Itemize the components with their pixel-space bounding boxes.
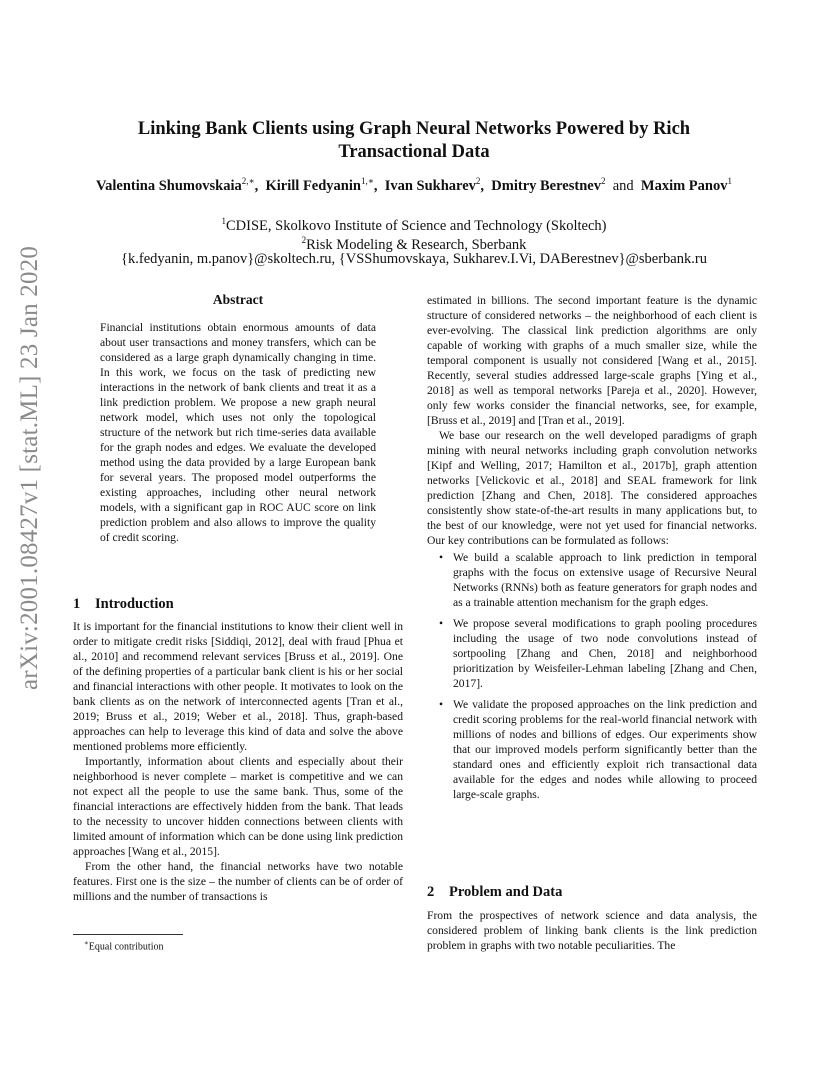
author-name: Ivan Sukharev (384, 177, 476, 194)
bullet-icon: • (439, 551, 444, 564)
affiliation-mark: 1 (221, 216, 226, 226)
author-mark: 2 (600, 176, 606, 186)
list-item (439, 697, 757, 802)
section-title: Problem and Data (449, 884, 563, 900)
list-item (439, 616, 757, 691)
paragraph: Importantly, information about clients and especially about their neighborhood is never complete – market is competitive and we can not expect all the people to use the same bank. Thus, some of the financial interactions are effectively hidden from the bank. That leads to the necessity to uncover hidden connections between clients with limited amount of information which can be done using link prediction approaches [Wang et al., 2015]. (73, 755, 403, 858)
section-number: 2 (427, 884, 435, 900)
paper-title: Linking Bank Clients using Graph Neural Networks Powered by Rich Transactional Data (137, 119, 691, 162)
right-column-body (427, 293, 757, 808)
footnote-rule (73, 934, 183, 935)
list-item-text: We propose several modifications to graph pooling procedures including the usage of two node convolutions instead of sortpooling [Zhang and Chen, 2018] and neighborhood prioritization by Weisfeiler-Lehman labeling [Zhang and Chen, 2017]. (453, 617, 757, 690)
arxiv-stamp: arXiv:2001.08427v1 [stat.ML] 23 Jan 2020 (16, 245, 43, 690)
paragraph: From the other hand, the financial networks have two notable features. First one is the size – the number of clients can be of order of millions and the number of transactions is (73, 860, 403, 903)
author-mark: 2 (475, 176, 481, 186)
author-name: Kirill Fedyanin (265, 177, 361, 194)
author-mark: 2,∗ (241, 176, 255, 186)
author-mark: 1 (727, 176, 732, 186)
section-heading-problem-data (427, 884, 562, 901)
paragraph: We base our research on the well developed paradigms of graph mining with neural networks including graph convolution networks [Kipf and Welling, 2017; Hamilton et al., 2017b], graph attention networks [Velickovic et al., 2018] and SEAL framework for link prediction [Zhang and Chen, 2018]. The considered approaches consistently show state-of-the-art results in many applications but, to the best of our knowledge, were not yet used for financial networks. Our key contributions can be formulated as follows: (427, 429, 757, 547)
author-list: Valentina Shumovskaia$^{2,∗}$, Kirill Fedyanin$^{1,∗}$, Ivan Sukharev$^2$, Dmitry Berestnev$^2$ and Maxim Panov$^1$ (96, 176, 732, 194)
footnote (84, 939, 163, 952)
section-title: Introduction (95, 596, 174, 612)
contribution-list (427, 550, 757, 802)
bullet-icon: • (439, 617, 444, 630)
affiliation-mark: 2 (301, 235, 307, 245)
paragraph: It is important for the financial institutions to know their client well in order to mitigate credit risks [Siddiqi, 2012], deal with fraud [Phua et al., 2010] and recommend relevant services [Bruss et al., 2019]. One of the defining properties of a particular bank client is his or her social and financial interactions with other people. It motivates to look on the bank clients as on the network of interconnected agents [Tran et al., 2019; Bruss et al., 2019; Weber et al., 2018]. Thus, graph-based approaches can help to leverage this kind of data and solve the above mentioned problems more efficiently. (73, 620, 403, 753)
bullet-icon: • (439, 698, 444, 711)
paragraph: estimated in billions. The second important feature is the dynamic structure of considered networks – the neighborhood of each client is ever-evolving. The classical link prediction algorithms are only capable of working with graphs of a much smaller size, while the temporal component is usually not considered [Wang et al., 2015]. Recently, several studies addressed large-scale graphs [Ying et al., 2018] as well as temporal networks [Pareja et al., 2020]. However, only few works consider the financial networks, see, for example, [Bruss et al., 2019] and [Tran et al., 2019]. (427, 294, 757, 427)
list-item (439, 550, 757, 610)
problem-data-body (427, 908, 757, 953)
introduction-body (73, 619, 403, 904)
author-emails: {k.fedyanin, m.panov}@skoltech.ru, {VSShumovskaya, Sukharev.I.Vi, DABerestnev}@sberbank.ru (121, 251, 707, 267)
affiliation-text: CDISE, Skolkovo Institute of Science and Technology (Skoltech) (226, 217, 607, 234)
section-heading-introduction (73, 596, 174, 613)
abstract-text: Financial institutions obtain enormous amounts of data about user transactions and money transfers, which can be considered as a large graph dynamically changing in time. In this work, we focus on the task of predicting new interactions in the network of bank clients and treat it as a link prediction problem. We propose a new graph neural network model, which uses not only the topological structure of the network but rich time-series data available for the graph nodes and edges. We evaluate the developed method using the data provided by a large European bank for several years. The proposed model outperforms the existing approaches, including other neural network models, with a significant gap in ROC AUC score on link prediction problem and also allows to improve the quality of credit scoring. (100, 321, 376, 544)
list-item-text: We validate the proposed approaches on the link prediction and credit scoring problems for the real-world financial network with millions of nodes and billions of edges. Our experiments show that our improved models perform significantly better than the standard ones and efficiently exploit rich transactional data available for the edges and nodes while allowing to proceed large-scale graphs. (453, 698, 757, 801)
author-mark: 1,∗ (360, 176, 374, 186)
footnote-text: Equal contribution (88, 941, 164, 953)
abstract-heading: Abstract (212, 292, 264, 307)
section-number: 1 (73, 596, 81, 612)
author-name: Maxim Panov (640, 177, 728, 194)
author-name: Dmitry Berestnev (491, 177, 601, 194)
author-name: Valentina Shumovskaia (96, 177, 242, 194)
paragraph: From the prospectives of network science and data analysis, the considered problem of linking bank clients is the link prediction problem in graphs with two notable peculiarities. The (427, 909, 757, 952)
and-word: and (612, 177, 634, 194)
list-item-text: We build a scalable approach to link prediction in temporal graphs with the focus on extensive usage of Recursive Neural Networks (RNNs) both as feature generators for graph nodes and as a trainable attention mechanism for the graph edges. (453, 551, 757, 609)
affiliation-text: Risk Modeling & Research, Sberbank (306, 236, 527, 253)
footnote-mark: ∗ (84, 939, 89, 947)
